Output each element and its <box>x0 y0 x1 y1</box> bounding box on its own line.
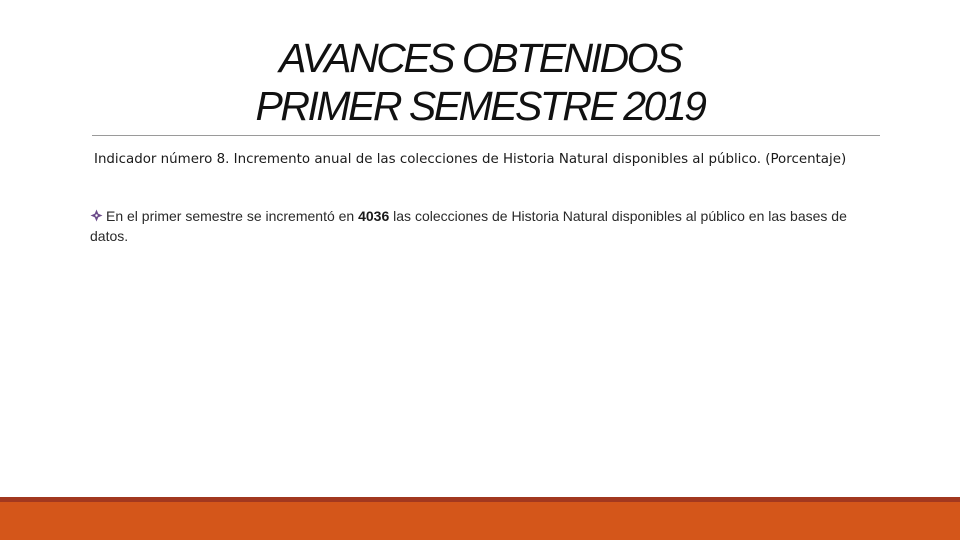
bullet-text-after: las colecciones de Historia Natural disponibles al público en las bases de datos. <box>90 208 847 244</box>
title-line-1: AVANCES OBTENIDOS <box>279 35 681 81</box>
title-divider <box>92 135 880 136</box>
indicator-text: Indicador número 8. Incremento anual de las colecciones de Historia Natural disponibles al público. (Porcentaje) <box>94 152 847 167</box>
diamond-bullet-icon <box>90 209 103 222</box>
bullet-text-before: En el primer semestre se incrementó en <box>106 208 359 224</box>
bullet-item <box>90 206 880 246</box>
title-line-2: PRIMER SEMESTRE 2019 <box>255 83 705 129</box>
slide-title <box>180 34 780 130</box>
bullet-highlight-value: 4036 <box>358 208 390 224</box>
footer-bar <box>0 502 960 540</box>
